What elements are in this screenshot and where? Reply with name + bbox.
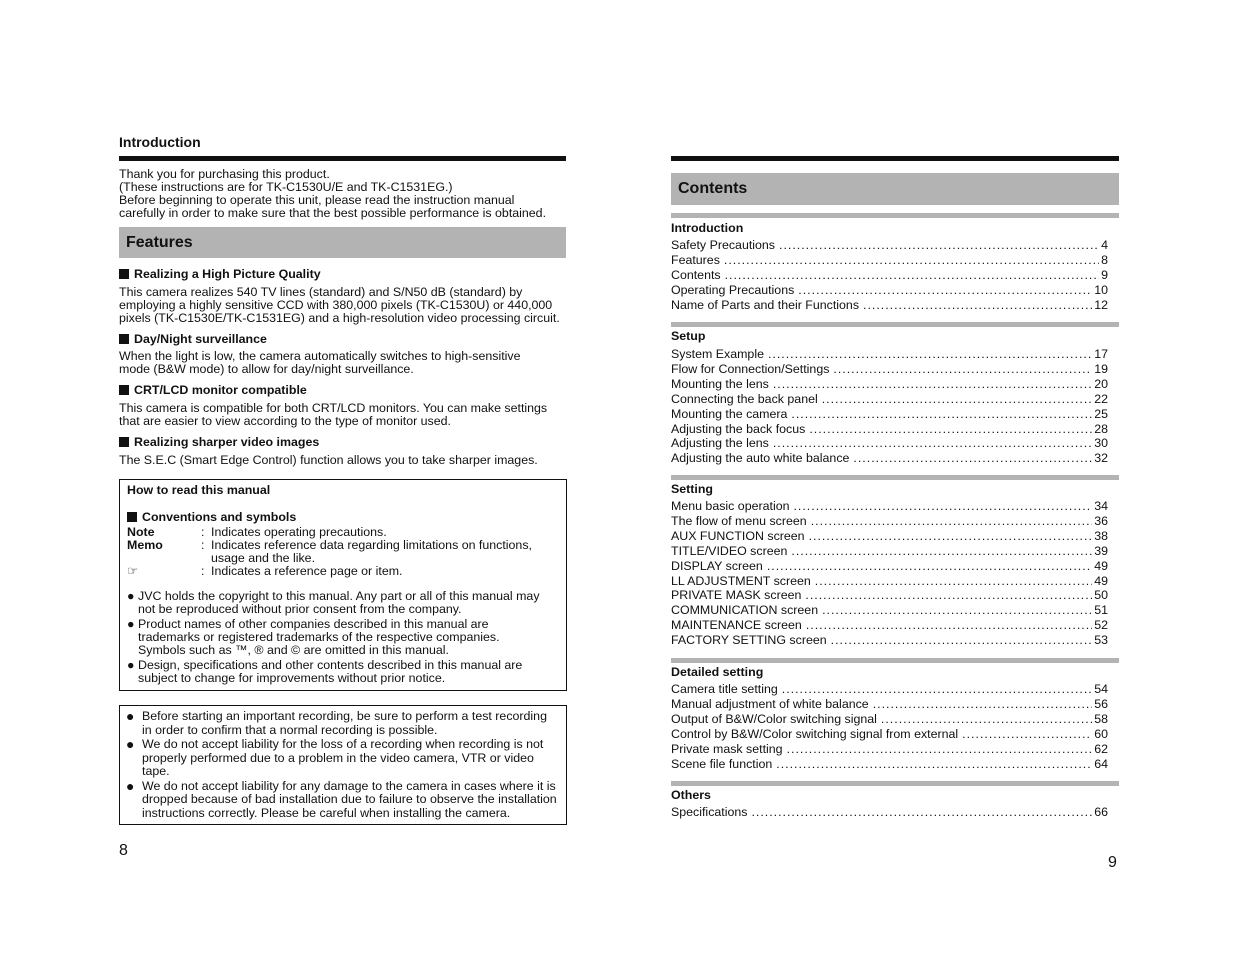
toc-entry[interactable]: Mounting the camera ..... 25 [671, 407, 1108, 422]
toc-entry[interactable]: Features ..... 8 [671, 253, 1108, 268]
caution-item: ● Before starting an important recording, be sure to perform a test recording in order to confirm that a normal recording is possible. [126, 708, 547, 737]
toc-entry[interactable]: LL ADJUSTMENT screen ..... 49 [671, 574, 1108, 589]
toc-entry[interactable]: AUX FUNCTION screen ..... 38 [671, 529, 1108, 544]
caution-item: ● We do not accept liability for the loss of a recording when recording is not properly performed due to a problem in the video camera, VTR or video tape. [126, 736, 544, 778]
toc-entry[interactable]: Manual adjustment of white balance ..... 56 [671, 697, 1108, 712]
toc-entry[interactable]: Output of B&W/Color switching signal ..... 58 [671, 712, 1108, 727]
conventions-heading: Conventions and symbols [127, 510, 559, 524]
toc-entry[interactable]: System Example ..... 17 [671, 347, 1108, 362]
toc-list [671, 805, 1108, 820]
how-to-read-box [119, 479, 567, 691]
intro-line: Before beginning to operate this unit, please read the instruction manual [119, 193, 515, 207]
toc-list [671, 499, 1108, 648]
reference-icon: ☞ [127, 564, 139, 578]
toc-entry[interactable]: Contents ..... 9 [671, 268, 1108, 283]
feature-heading: CRT/LCD monitor compatible [119, 383, 307, 397]
intro-line: (These instructions are for TK-C1530U/E and TK-C1531EG.) [119, 180, 453, 194]
toc-entry[interactable]: Camera title setting ..... 54 [671, 682, 1108, 697]
convention-row: ☞ : Indicates a reference page or item. [127, 564, 403, 578]
feature-heading: Realizing sharper video images [119, 435, 319, 449]
toc-list [671, 238, 1108, 313]
toc-entry[interactable]: Menu basic operation ..... 34 [671, 499, 1108, 514]
toc-entry[interactable]: TITLE/VIDEO screen ..... 39 [671, 544, 1108, 559]
note-bullet: ● JVC holds the copyright to this manual. Any part or all of this manual may not be reproduced without prior consent from the company. [127, 589, 540, 616]
how-to-title: How to read this manual [127, 483, 271, 497]
intro-text [119, 168, 546, 220]
square-bullet-icon [119, 437, 129, 447]
toc-list [671, 347, 1108, 466]
section-divider [671, 658, 1119, 663]
toc-entry[interactable]: Mounting the lens ..... 20 [671, 377, 1108, 392]
square-bullet-icon [119, 334, 129, 344]
contents-rule [671, 156, 1119, 161]
feature-body: This camera realizes 540 TV lines (standard) and S/N50 dB (standard) by employing a highly sensitive CCD with 380,000 pixels (TK-C1530U) or 440,000 pixels (TK-C1530E/TK-C1531EG) and a high-resolution video processing circuit. [119, 285, 560, 325]
title-rule [119, 156, 566, 161]
toc-entry[interactable]: Flow for Connection/Settings ..... 19 [671, 362, 1108, 377]
toc-section-title: Detailed setting [671, 665, 764, 679]
feature-body: This camera is compatible for both CRT/LCD monitors. You can make settings that are easier to view according to the type of monitor used. [119, 401, 548, 428]
intro-line: Thank you for purchasing this product. [119, 167, 330, 181]
convention-row: Note : Indicates operating precautions. [127, 525, 387, 539]
toc-entry[interactable]: Private mask setting ..... 62 [671, 742, 1108, 757]
toc-section-title: Setup [671, 329, 706, 343]
toc-entry[interactable]: Adjusting the auto white balance ..... 32 [671, 451, 1108, 466]
contents-title: Contents [678, 180, 748, 197]
intro-line: carefully in order to make sure that the best possible performance is obtained. [119, 206, 547, 220]
toc-list [671, 682, 1108, 771]
feature-heading: Day/Night surveillance [119, 332, 267, 346]
toc-entry[interactable]: COMMUNICATION screen ..... 51 [671, 603, 1108, 618]
feature-body: When the light is low, the camera automatically switches to high-sensitive mode (B&W mode) to allow for day/night surveillance. [119, 349, 521, 376]
feature-body: The S.E.C (Smart Edge Control) function allows you to take sharper images. [119, 453, 538, 467]
page-number: 8 [119, 842, 128, 859]
section-divider [671, 322, 1119, 327]
toc-entry[interactable]: Adjusting the back focus ..... 28 [671, 422, 1108, 437]
toc-entry[interactable]: FACTORY SETTING screen ..... 53 [671, 633, 1108, 648]
toc-section-title: Others [671, 788, 711, 802]
section-divider [671, 475, 1119, 480]
toc-entry[interactable]: DISPLAY screen ..... 49 [671, 559, 1108, 574]
toc-section-title: Setting [671, 482, 713, 496]
features-title: Features [126, 234, 193, 251]
caution-box [119, 705, 567, 825]
features-banner [119, 227, 566, 258]
note-bullet: ● Design, specifications and other contents described in this manual are subject to change for improvements without prior notice. [127, 658, 523, 685]
toc-entry[interactable]: Specifications ..... 66 [671, 805, 1108, 820]
convention-row: Memo : Indicates reference data regarding limitations on functions, usage and the like. [127, 538, 532, 565]
toc-section-title: Introduction [671, 221, 744, 235]
toc-entry[interactable]: Operating Precautions ..... 10 [671, 283, 1108, 298]
caution-item: ● We do not accept liability for any damage to the camera in cases where it is dropped because of bad installation due to failure to observe the installation instructions correctly. Please be careful when installing the camera. [126, 777, 557, 820]
toc-entry[interactable]: Scene file function ..... 64 [671, 757, 1108, 772]
section-divider [671, 213, 1119, 218]
toc-entry[interactable]: MAINTENANCE screen ..... 52 [671, 618, 1108, 633]
toc-entry[interactable]: PRIVATE MASK screen ..... 50 [671, 588, 1108, 603]
note-bullet: ● Product names of other companies described in this manual are trademarks or registered trademarks of the respective companies. Symbols such as ™, ® and © are omitted in this manual. [127, 617, 500, 657]
toc-entry[interactable]: The flow of menu screen ..... 36 [671, 514, 1108, 529]
square-bullet-icon [127, 512, 137, 522]
toc-entry[interactable]: Control by B&W/Color switching signal from external ..... 60 [671, 727, 1108, 742]
toc-entry[interactable]: Adjusting the lens ..... 30 [671, 436, 1108, 451]
contents-banner [671, 173, 1119, 205]
toc-entry[interactable]: Connecting the back panel ..... 22 [671, 392, 1108, 407]
square-bullet-icon [119, 385, 129, 395]
toc-entry[interactable]: Safety Precautions ..... 4 [671, 238, 1108, 253]
page-number: 9 [1108, 854, 1117, 871]
section-divider [671, 781, 1119, 786]
feature-heading: Realizing a High Picture Quality [119, 267, 321, 281]
section-title: Introduction [119, 134, 201, 150]
toc-entry[interactable]: Name of Parts and their Functions ..... 12 [671, 298, 1108, 313]
square-bullet-icon [119, 269, 129, 279]
